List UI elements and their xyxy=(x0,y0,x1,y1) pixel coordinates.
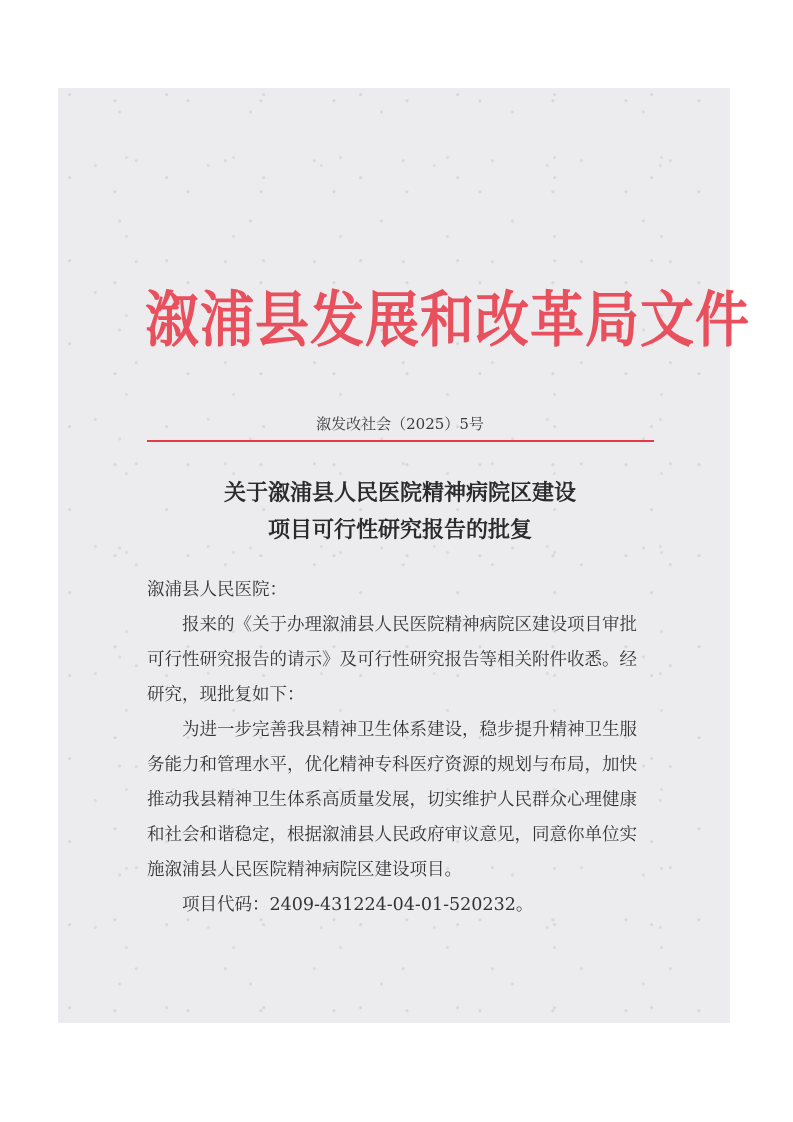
body-line: 和社会和谐稳定，根据溆浦县人民政府审议意见，同意你单位实 xyxy=(147,825,637,845)
body-line: 务能力和管理水平，优化精神专科医疗资源的规划与布局，加快 xyxy=(147,755,637,775)
issuing-authority-title: 溆浦县发展和改革局文件 xyxy=(145,283,750,355)
body-line: 报来的《关于办理溆浦县人民医院精神病院区建设项目审批 xyxy=(147,615,637,635)
body-line: 可行性研究报告的请示》及可行性研究报告等相关附件收悉。经 xyxy=(147,650,637,670)
body-line: 为进一步完善我县精神卫生体系建设，稳步提升精神卫生服 xyxy=(147,720,637,740)
bleed-through-text xyxy=(170,200,690,218)
body-line: 研究，现批复如下： xyxy=(147,685,305,705)
red-divider-line xyxy=(147,440,654,442)
document-number: 溆发改社会（2025）5号 xyxy=(316,415,484,433)
document-title-line-2: 项目可行性研究报告的批复 xyxy=(267,517,532,543)
body-line: 推动我县精神卫生体系高质量发展，切实维护人民群众心理健康 xyxy=(147,790,637,810)
project-code-line: 项目代码：2409-431224-04-01-520232。 xyxy=(147,895,534,915)
addressee: 溆浦县人民医院： xyxy=(147,580,287,600)
body-line: 施溆浦县人民医院精神病院区建设项目。 xyxy=(147,860,462,880)
scanned-paper xyxy=(58,88,750,1023)
document-title-line-1: 关于溆浦县人民医院精神病院区建设 xyxy=(223,480,576,506)
